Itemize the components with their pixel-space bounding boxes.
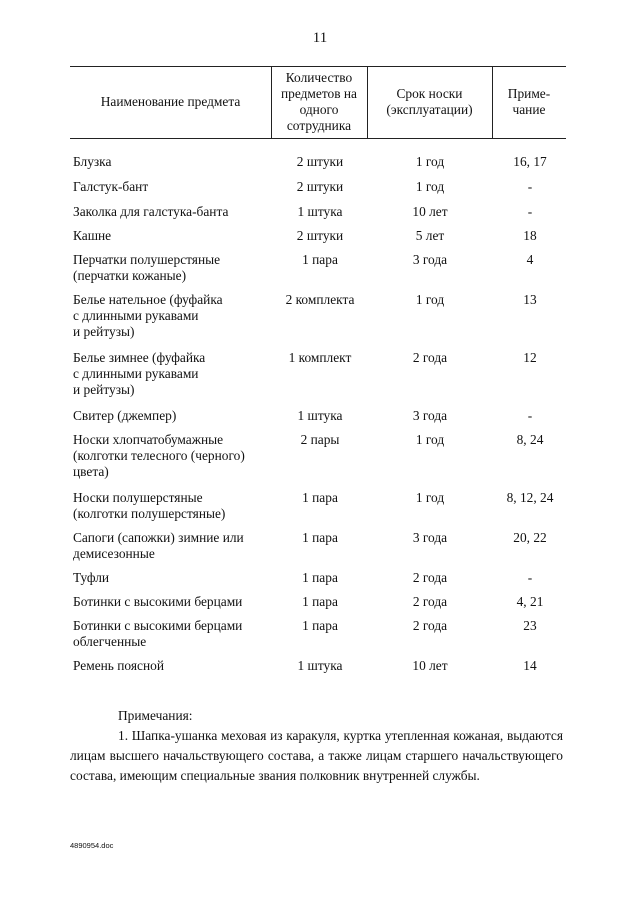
header-term-label: Срок носки (эксплуатации)	[386, 86, 473, 117]
cell-name: Заколка для галстука-банта	[73, 204, 229, 219]
cell-qty: 1 штука	[297, 204, 343, 219]
cell-qty: 2 комплекта	[285, 292, 355, 307]
cell-name: Носки полушерстяные (колготки полушерстяные)	[73, 490, 226, 521]
notes-section	[70, 706, 563, 786]
cell-term: 10 лет	[412, 658, 448, 673]
cell-name: Белье нательное (фуфайка с длинными рукавами и рейтузы)	[73, 292, 223, 339]
cell-name: Блузка	[73, 154, 112, 169]
cell-term: 1 год	[415, 179, 445, 194]
cell-name: Ремень поясной	[73, 658, 164, 673]
cell-term: 5 лет	[415, 228, 445, 243]
cell-note: 12	[523, 350, 537, 365]
cell-qty: 1 штука	[297, 658, 343, 673]
cell-name: Туфли	[73, 570, 110, 585]
note-item-1: 1. Шапка-ушанка меховая из каракуля, куртка утепленная кожаная, выдаются лицам высшего начальствующего состава, а также лицам старшего начальствующего состава, имеющим специальные звания полковник внутренней службы.	[70, 728, 563, 783]
header-note-label: Приме- чание	[507, 86, 551, 117]
cell-term: 10 лет	[412, 204, 448, 219]
cell-qty: 1 пара	[302, 594, 338, 609]
cell-name: Кашне	[73, 228, 112, 243]
cell-note: 8, 24	[516, 432, 544, 447]
cell-qty: 2 штуки	[296, 228, 344, 243]
cell-term: 2 года	[412, 350, 448, 365]
cell-term: 1 год	[415, 432, 445, 447]
cell-note: 14	[523, 658, 537, 673]
header-quantity	[271, 66, 367, 138]
cell-name: Галстук-бант	[73, 179, 149, 194]
header-note	[492, 66, 566, 138]
cell-note: -	[527, 204, 533, 219]
cell-note: 20, 22	[513, 530, 547, 545]
cell-qty: 1 штука	[297, 408, 343, 423]
cell-name: Ботинки с высокими берцами облегченные	[73, 618, 243, 649]
cell-qty: 1 пара	[302, 570, 338, 585]
cell-note: 16, 17	[513, 154, 547, 169]
cell-term: 2 года	[412, 570, 448, 585]
cell-note: 23	[523, 618, 537, 633]
cell-qty: 1 пара	[302, 252, 338, 267]
cell-note: -	[527, 570, 533, 585]
cell-note: 18	[523, 228, 537, 243]
cell-qty: 1 пара	[302, 618, 338, 633]
cell-term: 2 года	[412, 618, 448, 633]
cell-note: 13	[523, 292, 537, 307]
header-name-label: Наименование предмета	[100, 94, 241, 109]
cell-note: -	[527, 179, 533, 194]
cell-note: -	[527, 408, 533, 423]
cell-term: 1 год	[415, 292, 445, 307]
footer-filename: 4890954.doc	[70, 841, 114, 850]
cell-qty: 1 комплект	[288, 350, 352, 365]
cell-qty: 1 пара	[302, 490, 338, 505]
cell-note: 4	[526, 252, 534, 267]
header-quantity-label: Количество предметов на одного сотрудника	[280, 70, 357, 133]
cell-note: 8, 12, 24	[506, 490, 554, 505]
cell-qty: 1 пара	[302, 530, 338, 545]
cell-qty: 2 штуки	[296, 179, 344, 194]
cell-name: Перчатки полушерстяные (перчатки кожаные)	[73, 252, 221, 283]
cell-qty: 2 штуки	[296, 154, 344, 169]
cell-term: 3 года	[412, 530, 448, 545]
cell-term: 3 года	[412, 408, 448, 423]
cell-term: 1 год	[415, 490, 445, 505]
cell-name: Ботинки с высокими берцами	[73, 594, 243, 609]
notes-title: Примечания:	[118, 708, 193, 723]
cell-term: 1 год	[415, 154, 445, 169]
cell-term: 2 года	[412, 594, 448, 609]
cell-name: Сапоги (сапожки) зимние или демисезонные	[73, 530, 244, 561]
page-number: 11	[312, 30, 328, 46]
header-name	[70, 66, 271, 138]
cell-name: Носки хлопчатобумажные (колготки телесного (черного) цвета)	[73, 432, 245, 479]
header-term	[367, 66, 492, 138]
cell-name: Свитер (джемпер)	[73, 408, 177, 423]
cell-qty: 2 пары	[300, 432, 340, 447]
cell-term: 3 года	[412, 252, 448, 267]
cell-name: Белье зимнее (фуфайка с длинными рукавами и рейтузы)	[73, 350, 206, 397]
header-bottom-rule	[70, 138, 566, 139]
cell-note: 4, 21	[516, 594, 544, 609]
